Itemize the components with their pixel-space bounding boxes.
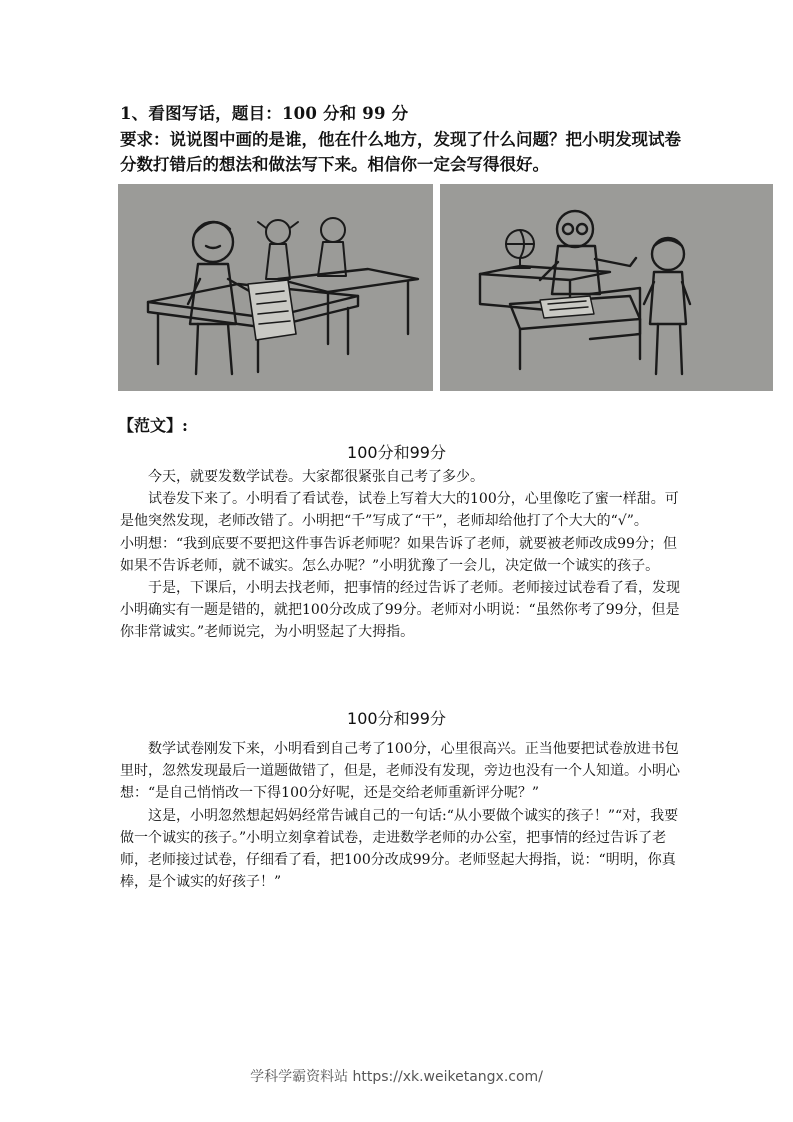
- question-title: 1、看图写话，题目：100 分和 99 分: [120, 104, 409, 123]
- essay2-body: [120, 738, 680, 893]
- footer-watermark: 学科学霸资料站 https://xk.weiketangx.com/: [250, 1069, 543, 1085]
- essay1-paragraph: 于是，下课后，小明去找老师，把事情的经过告诉了老师。老师接过试卷看了看，发现小明确实有一题是错的，就把100分改成了99分。老师对小明说：“虽然你考了99分，但是你非常诚实。”老师说完，为小明竖起了大拇指。: [120, 580, 680, 641]
- essay1-paragraph: 试卷发下来了。小明看了看试卷，试卷上写着大大的100分，心里像吃了蜜一样甜。可是他突然发现，老师改错了。小明把“千”写成了“干”，老师却给他打了个大大的“√”。: [120, 491, 679, 530]
- essay1-paragraph: 今天，就要发数学试卷。大家都很紧张自己考了多少。: [148, 469, 484, 485]
- essay1-paragraph: 小明想：“我到底要不要把这件事告诉老师呢？如果告诉了老师，就要被老师改成99分；但如果不告诉老师，就不诚实。怎么办呢？”小明犹豫了一会儿，决定做一个诚实的孩子。: [120, 535, 677, 574]
- question-requirement: 要求：说说图中画的是谁，他在什么地方，发现了什么问题？把小明发现试卷分数打错后的想法和做法写下来。相信你一定会写得很好。: [120, 130, 681, 174]
- essay2-paragraph: 这是，小明忽然想起妈妈经常告诫自己的一句话:“从小要做个诚实的孩子！”“对，我要做一个诚实的孩子。”小明立刻拿着试卷，走进数学老师的办公室，把事情的经过告诉了老师，老师接过试卷，仔细看了看，把100分改成99分。老师竖起大拇指，说：“明明，你真棒，是个诚实的好孩子！”: [120, 807, 679, 891]
- essay1-body: [120, 466, 680, 644]
- essay2-title: 100分和99分: [347, 709, 446, 728]
- teacher-office-sketch-icon: [440, 184, 773, 391]
- illustration-teacher-office: [440, 184, 773, 391]
- illustration-classroom: [118, 184, 433, 391]
- classroom-sketch-icon: [118, 184, 433, 391]
- model-essay-label: 【范文】:: [118, 416, 188, 435]
- essay2-paragraph: 数学试卷刚发下来，小明看到自己考了100分，心里很高兴。正当他要把试卷放进书包里时，忽然发现最后一道题做错了，但是，老师没有发现，旁边也没有一个人知道。小明心想：“是自己悄悄改一下得100分好呢，还是交给老师重新评分呢？”: [120, 741, 680, 802]
- essay1-title: 100分和99分: [347, 443, 446, 462]
